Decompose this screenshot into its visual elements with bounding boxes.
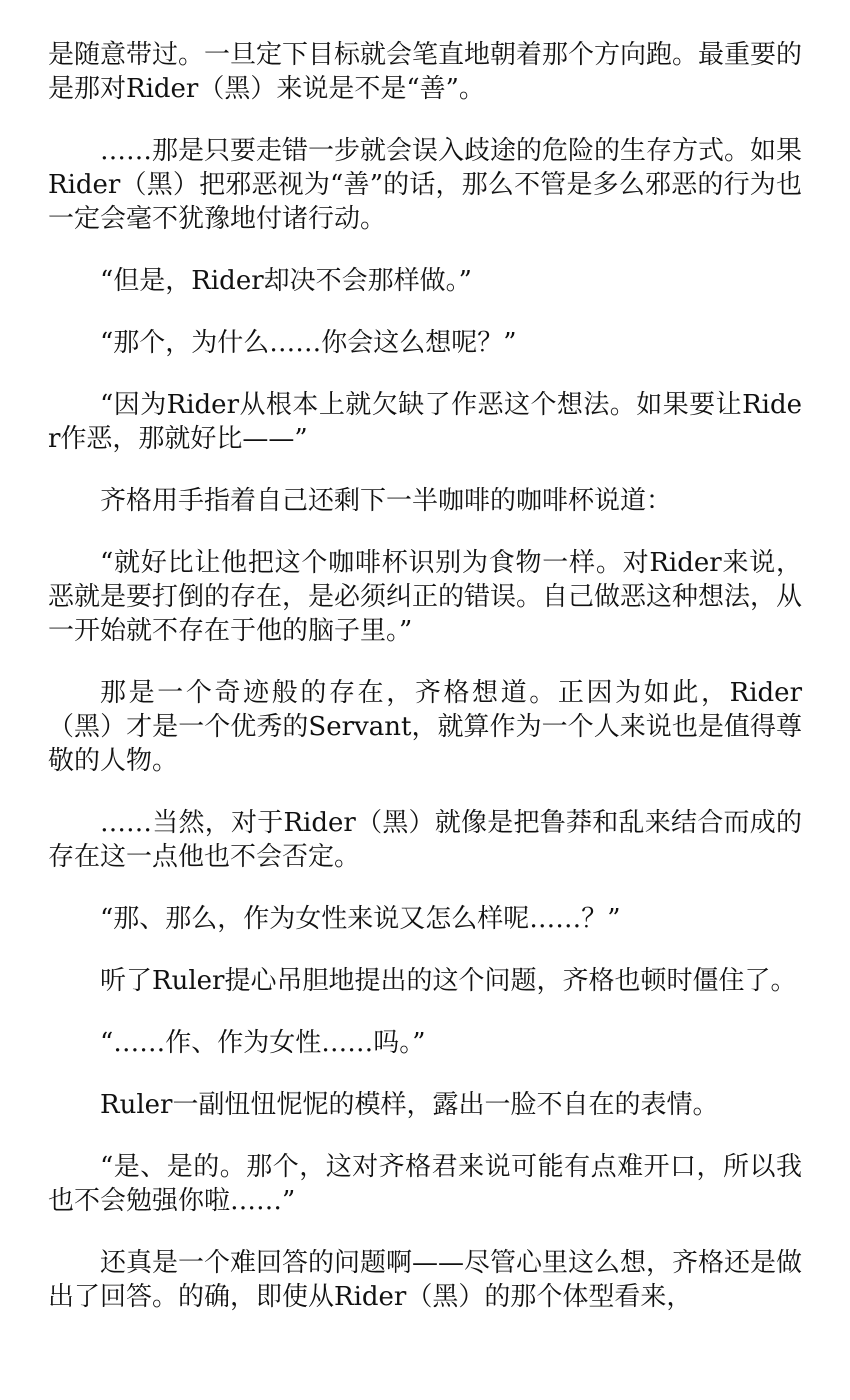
- paragraph-1: 是随意带过。一旦定下目标就会笔直地朝着那个方向跑。最重要的是那对Rider（黑）来说是不是“善”。: [48, 40, 803, 104]
- paragraph-12: “……作、作为女性……吗。”: [100, 1028, 426, 1058]
- paragraph-7: “就好比让他把这个咖啡杯识别为食物一样。对Rider来说，恶就是要打倒的存在，是必须纠正的错误。自己做恶这种想法，从一开始就不存在于他的脑子里。”: [48, 548, 803, 646]
- paragraph-4: “那个，为什么……你会这么想呢？”: [100, 328, 517, 358]
- paragraph-2: ……那是只要走错一步就会误入歧途的危险的生存方式。如果Rider（黑）把邪恶视为“善”的话，那么不管是多么邪恶的行为也一定会毫不犹豫地付诸行动。: [48, 136, 803, 234]
- paragraph-13: Ruler一副忸忸怩怩的模样，露出一脸不自在的表情。: [100, 1090, 719, 1120]
- paragraph-11: 听了Ruler提心吊胆地提出的这个问题，齐格也顿时僵住了。: [100, 966, 797, 996]
- paragraph-8: 那是一个奇迹般的存在，齐格想道。正因为如此，Rider（黑）才是一个优秀的Servant，就算作为一个人来说也是值得尊敬的人物。: [48, 678, 802, 776]
- document-page: [48, 38, 802, 1342]
- paragraph-5: “因为Rider从根本上就欠缺了作恶这个想法。如果要让Rider作恶，那就好比——”: [48, 390, 802, 454]
- paragraph-3: “但是，Rider却决不会那样做。”: [100, 266, 472, 296]
- paragraph-15: 还真是一个难回答的问题啊——尽管心里这么想，齐格还是做出了回答。的确，即使从Rider（黑）的那个体型看来，: [48, 1248, 803, 1312]
- paragraph-9: ……当然，对于Rider（黑）就像是把鲁莽和乱来结合而成的存在这一点他也不会否定。: [48, 808, 802, 872]
- paragraph-10: “那、那么，作为女性来说又怎么样呢……？”: [100, 904, 621, 934]
- paragraph-14: “是、是的。那个，这对齐格君来说可能有点难开口，所以我也不会勉强你啦……”: [48, 1152, 802, 1216]
- paragraph-6: 齐格用手指着自己还剩下一半咖啡的咖啡杯说道：: [100, 486, 673, 516]
